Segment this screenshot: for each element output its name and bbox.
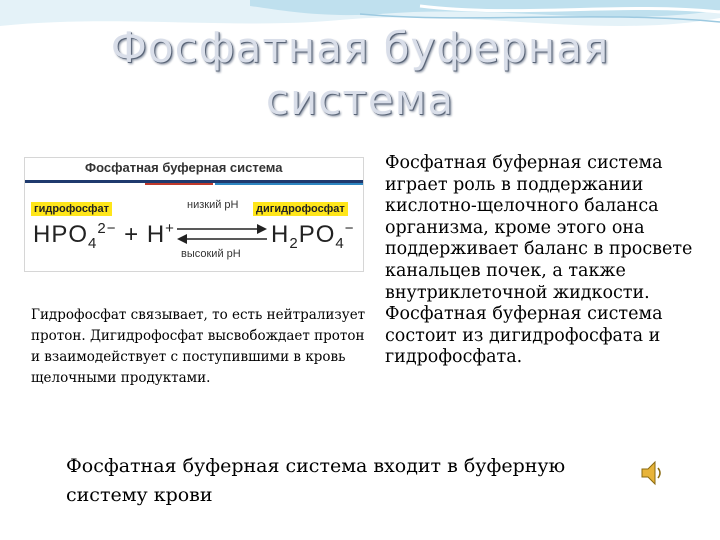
- formula-h-sub: 2: [289, 234, 299, 252]
- reaction-figure: [24, 157, 364, 272]
- figure-bar-blue: [215, 183, 363, 185]
- arrow-label-low-ph: низкий pH: [187, 199, 239, 211]
- equilibrium-arrows-icon: [175, 220, 270, 248]
- formula-h-sup: +: [165, 220, 175, 237]
- speaker-icon[interactable]: [640, 459, 664, 487]
- formula-po-sup: −: [344, 220, 355, 237]
- slide-title-line1: Фосфатная буферная: [110, 23, 610, 72]
- slide-title-line2: система: [265, 75, 455, 124]
- figure-bar-red: [145, 183, 213, 185]
- formula-h: H: [271, 221, 290, 248]
- formula-hpo-sup: 2−: [97, 220, 117, 237]
- main-paragraph: Фосфатная буферная система играет роль в поддержании кислотно-щелочного баланса организма, кроме этого она поддерживает баланс в просвете канальцев почек, а также внутриклеточной жидкости. Фосфатная буферная система состоит из дигидрофосфата и гидрофосфата.: [385, 153, 693, 368]
- formula-po-sub: 4: [335, 234, 345, 252]
- arrow-label-high-ph: высокий pH: [181, 248, 241, 260]
- formula-right: [271, 220, 354, 252]
- slide-title: [60, 22, 660, 126]
- bottom-note: Фосфатная буферная система входит в буферную систему крови: [66, 455, 566, 506]
- figure-caption: Гидрофосфат связывает, то есть нейтрализует протон. Дигидрофосфат высвобождает протон и взаимодействует с поступившими в кровь щелочными продуктами.: [31, 307, 366, 386]
- formula-po: PO: [298, 221, 336, 248]
- formula-plus-h: + H: [124, 221, 166, 248]
- formula-hpo: HPO: [33, 221, 89, 248]
- label-dihydrophosphate: дигидрофосфат: [253, 202, 348, 216]
- label-hydrophosphate: гидрофосфат: [31, 202, 112, 216]
- formula-left: [33, 220, 175, 252]
- figure-title: Фосфатная буферная система: [85, 160, 283, 175]
- formula-hpo-sub: 4: [88, 234, 98, 252]
